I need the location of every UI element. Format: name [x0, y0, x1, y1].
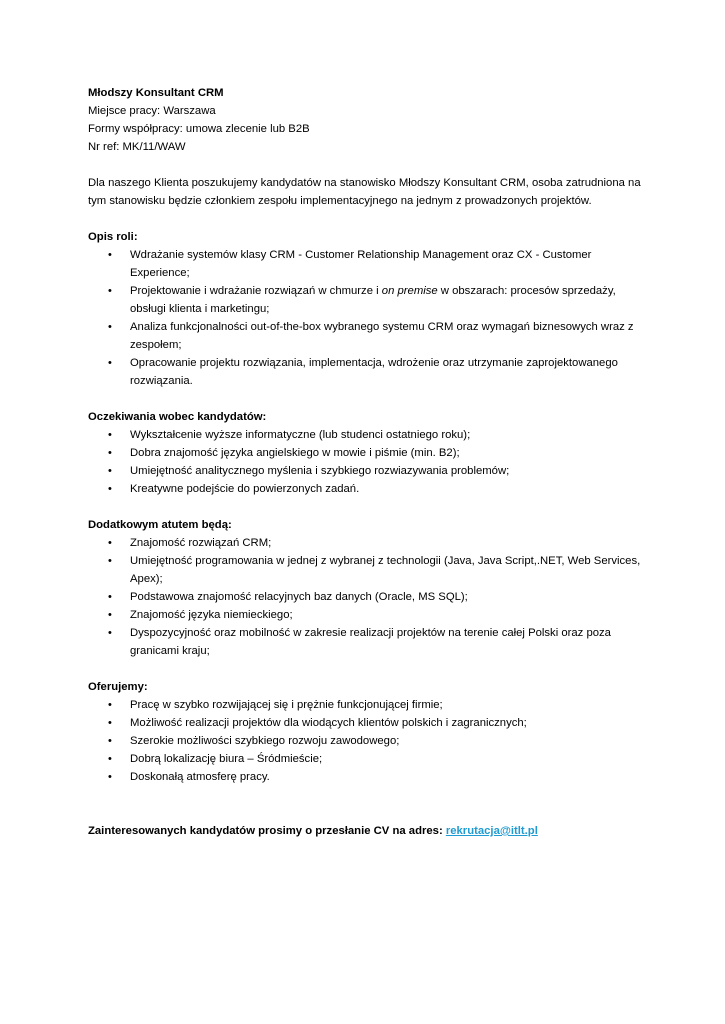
list-item: • Opracowanie projektu rozwiązania, implementacja, wdrożenie oraz utrzymanie zaprojektowanego rozwiązania. — [88, 354, 648, 390]
bullet-icon: • — [108, 465, 112, 477]
list-item: • Dobra znajomość języka angielskiego w mowie i piśmie (min. B2); — [88, 444, 648, 462]
bullet-icon: • — [108, 357, 112, 369]
list-item: • Szerokie możliwości szybkiego rozwoju zawodowego; — [88, 732, 648, 750]
email-link[interactable]: rekrutacja@itlt.pl — [445, 825, 538, 837]
list-item: • Podstawowa znajomość relacyjnych baz danych (Oracle, MS SQL); — [88, 588, 648, 606]
bullet-icon: • — [108, 771, 112, 783]
list-item: • Kreatywne podejście do powierzonych zadań. — [88, 480, 648, 498]
expectations-list — [88, 426, 648, 498]
list-item: • Znajomość języka niemieckiego; — [88, 606, 648, 624]
job-ref: Nr ref: MK/11/WAW — [88, 141, 186, 153]
footer-text: Zainteresowanych kandydatów prosimy o przesłanie CV na adres: — [88, 825, 446, 837]
offer-heading: Oferujemy: — [88, 681, 148, 693]
bullet-icon: • — [108, 321, 112, 333]
bullet-icon: • — [108, 249, 112, 261]
list-item: • Projektowanie i wdrażanie rozwiązań w chmurze i on premise w obszarach: procesów sprzedaży, obsługi klienta i marketingu; — [88, 282, 648, 318]
offer-list — [88, 696, 648, 786]
bullet-icon: • — [108, 285, 112, 297]
list-item: • Umiejętność programowania w jednej z wybranej z technologii (Java, Java Script,.NET, Web Services, Apex); — [88, 552, 648, 588]
assets-list — [88, 534, 648, 660]
list-item: • Analiza funkcjonalności out-of-the-box wybranego systemu CRM oraz wymagań biznesowych wraz z zespołem; — [88, 318, 648, 354]
list-item: • Możliwość realizacji projektów dla wiodących klientów polskich i zagranicznych; — [88, 714, 648, 732]
role-list — [88, 246, 648, 390]
bullet-icon: • — [108, 537, 112, 549]
emphasis-on-premise: on premise — [381, 285, 438, 297]
bullet-icon: • — [108, 483, 112, 495]
list-item: • Znajomość rozwiązań CRM; — [88, 534, 648, 552]
list-item: • Doskonałą atmosferę pracy. — [88, 768, 648, 786]
assets-heading: Dodatkowym atutem będą: — [88, 519, 232, 531]
role-heading: Opis roli: — [88, 231, 138, 243]
bullet-icon: • — [108, 753, 112, 765]
bullet-icon: • — [108, 447, 112, 459]
bullet-icon: • — [108, 735, 112, 747]
list-item: • Umiejętność analitycznego myślenia i szybkiego rozwiazywania problemów; — [88, 462, 648, 480]
expectations-heading: Oczekiwania wobec kandydatów: — [88, 411, 267, 423]
bullet-icon: • — [108, 429, 112, 441]
intro-paragraph: Dla naszego Klienta poszukujemy kandydatów na stanowisko Młodszy Konsultant CRM, osoba zatrudniona na tym stanowisku będzie członkiem zespołu implementacyjnego na jednym z prowadzonych projektów. — [88, 177, 641, 207]
list-item: • Dyspozycyjność oraz mobilność w zakresie realizacji projektów na terenie całej Polski oraz poza granicami kraju; — [88, 624, 648, 660]
job-posting — [88, 84, 648, 840]
bullet-icon: • — [108, 609, 112, 621]
list-item: • Wdrażanie systemów klasy CRM - Customer Relationship Management oraz CX - Customer Experience; — [88, 246, 648, 282]
list-item: • Dobrą lokalizację biura – Śródmieście; — [88, 750, 648, 768]
list-item: • Pracę w szybko rozwijającej się i prężnie funkcjonującej firmie; — [88, 696, 648, 714]
job-cooperation: Formy współpracy: umowa zlecenie lub B2B — [88, 123, 310, 135]
application-instructions — [88, 822, 648, 840]
job-location: Miejsce pracy: Warszawa — [88, 105, 216, 117]
bullet-icon: • — [108, 627, 112, 639]
list-item: • Wykształcenie wyższe informatyczne (lub studenci ostatniego roku); — [88, 426, 648, 444]
bullet-icon: • — [108, 555, 112, 567]
bullet-icon: • — [108, 699, 112, 711]
bullet-icon: • — [108, 591, 112, 603]
job-title: Młodszy Konsultant CRM — [88, 87, 224, 99]
bullet-icon: • — [108, 717, 112, 729]
